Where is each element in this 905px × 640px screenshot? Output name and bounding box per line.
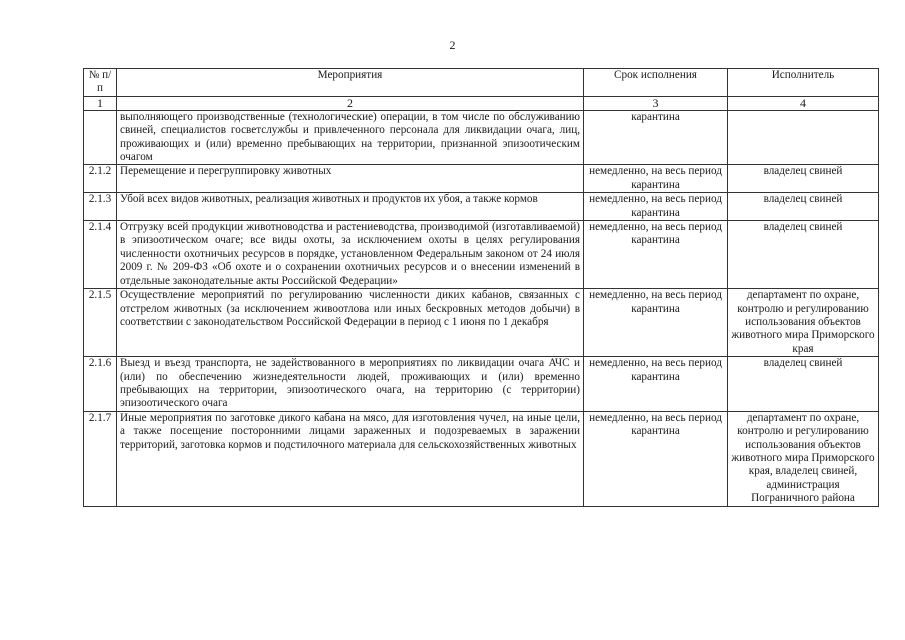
column-index: 4 [728, 96, 879, 110]
row-measure: Осуществление мероприятий по регулированию численности диких кабанов, связанных с отстрелом животных (за исключением живоотлова или иных бескровных методов добычи) в соответствии с законодательством Российской Федерации в период с 1 июня по 1 декабря [117, 289, 584, 357]
table-row [84, 289, 879, 357]
row-measure: Иные мероприятия по заготовке дикого кабана на мясо, для изготовления чучел, на иные цели, а также посещение посторонними лицами зараженных и подозреваемых в заражении территорий, заготовка кормов и подстилочного материала для сельскохозяйственных животных [117, 411, 584, 506]
header-deadline: Срок исполнения [584, 69, 728, 97]
page-number: 2 [449, 38, 456, 52]
table-row [84, 165, 879, 193]
row-deadline: немедленно, на весь период карантина [584, 165, 728, 193]
row-measure: Отгрузку всей продукции животноводства и растениеводства, производимой (изготавливаемой) в эпизоотическом очаге; все виды охоты, за исключением охоты в целях регулирования численности охотничьих ресурсов в порядке, установленном Федеральным законом от 24 июля 2009 г. № 209-ФЗ «Об охоте и о сохранении охотничьих ресурсов и о внесении изменений в отдельные законодательные акты Российской Федерации» [117, 221, 584, 289]
row-executor: владелец свиней [728, 193, 879, 221]
header-measures: Мероприятия [117, 69, 584, 97]
table-row [84, 193, 879, 221]
column-index: 3 [584, 96, 728, 110]
table-row [84, 411, 879, 506]
row-executor: владелец свиней [728, 221, 879, 289]
table-header-row [84, 69, 879, 97]
row-deadline: немедленно, на весь период карантина [584, 221, 728, 289]
row-number: 2.1.6 [84, 357, 117, 412]
table-row [84, 357, 879, 412]
row-measure: Выезд и въезд транспорта, не задействованного в мероприятиях по ликвидации очага АЧС и (или) по обеспечению жизнедеятельности людей, проживающих и (или) временно пребывающих на территории, эпизоотического очага, на территорию (с территории) эпизоотического очага [117, 357, 584, 412]
row-deadline: карантина [584, 110, 728, 165]
row-number [84, 110, 117, 165]
row-measure: Перемещение и перегруппировку животных [117, 165, 584, 193]
row-number: 2.1.4 [84, 221, 117, 289]
row-executor: владелец свиней [728, 357, 879, 412]
row-measure: выполняющего производственные (технологические) операции, в том числе по обслуживанию свиней, специалистов госветслужбы и привлеченного персонала для ликвидации очага, лиц, проживающих и (или) временно пребывающих на территории, признанной эпизоотическим очагом [117, 110, 584, 165]
row-deadline: немедленно, на весь период карантина [584, 289, 728, 357]
row-deadline: немедленно, на весь период карантина [584, 357, 728, 412]
measures-table [83, 68, 879, 507]
row-executor: владелец свиней [728, 165, 879, 193]
row-number: 2.1.7 [84, 411, 117, 506]
column-index: 2 [117, 96, 584, 110]
row-executor [728, 110, 879, 165]
row-deadline: немедленно, на весь период карантина [584, 411, 728, 506]
row-number: 2.1.3 [84, 193, 117, 221]
column-index: 1 [84, 96, 117, 110]
column-index-row [84, 96, 879, 110]
table-row [84, 221, 879, 289]
row-deadline: немедленно, на весь период карантина [584, 193, 728, 221]
header-number: № п/п [84, 69, 117, 97]
row-executor: департамент по охране, контролю и регулированию использования объектов животного мира Приморского края, владелец свиней, администрация Пограничного района [728, 411, 879, 506]
row-number: 2.1.2 [84, 165, 117, 193]
row-executor: департамент по охране, контролю и регулированию использования объектов животного мира Приморского края [728, 289, 879, 357]
table-row [84, 110, 879, 165]
header-executor: Исполнитель [728, 69, 879, 97]
row-measure: Убой всех видов животных, реализация животных и продуктов их убоя, а также кормов [117, 193, 584, 221]
row-number: 2.1.5 [84, 289, 117, 357]
